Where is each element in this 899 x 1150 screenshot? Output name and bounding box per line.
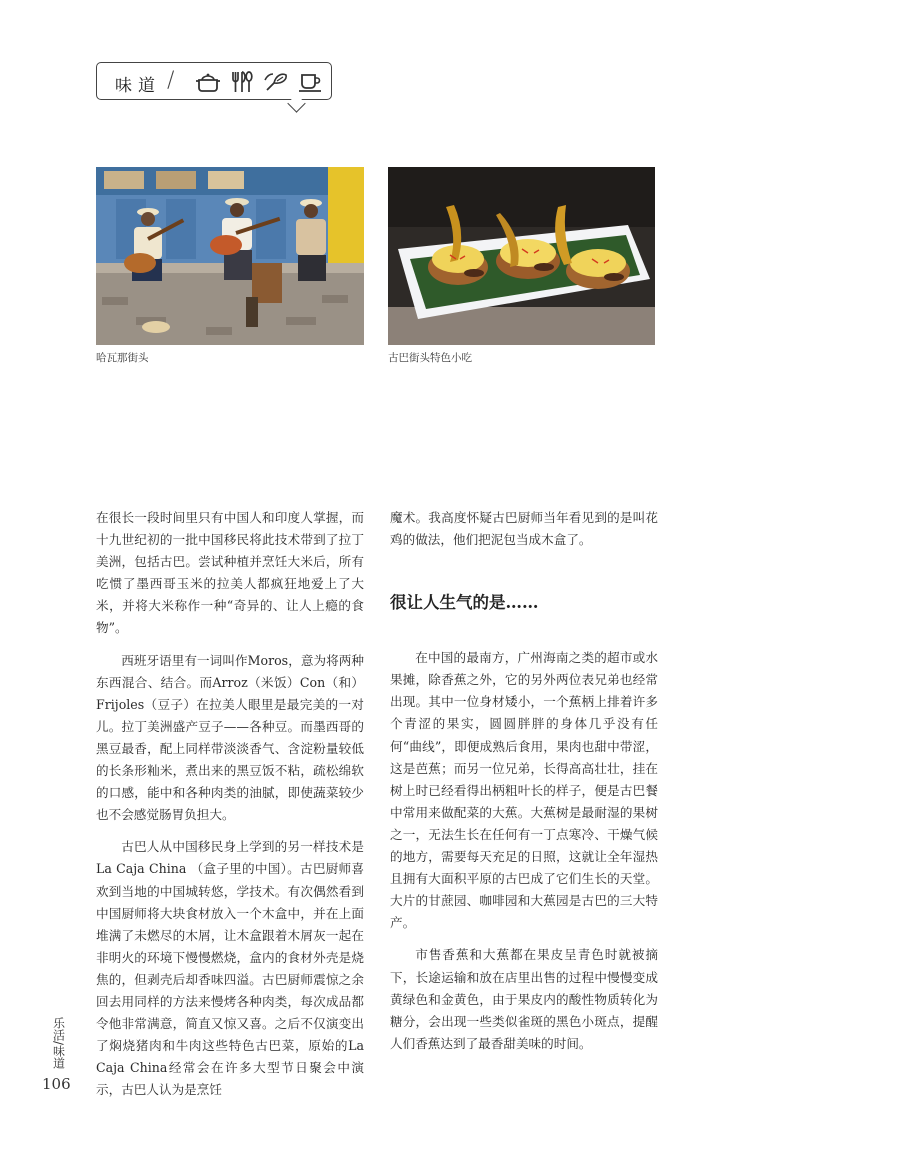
section-heading: 很让人生气的是…… (390, 593, 539, 613)
folio-divider: / (51, 1041, 66, 1046)
folio-section: 味道 (51, 1045, 66, 1070)
havana-street-photo (96, 167, 364, 345)
photo-caption: 哈瓦那街头 (96, 352, 149, 364)
left-column (96, 507, 364, 1101)
body-paragraph: 市售香蕉和大蕉都在果皮呈青色时就被摘下，长途运输和放在店里出售的过程中慢慢变成黄绿色和金黄色，由于果皮内的酸性物质转化为糖分，会出现一些类似雀斑的黑色小斑点，提醒人们香蕉达到了最香甜美味的时间。 (390, 947, 658, 1051)
section-tag-divider: / (167, 68, 175, 93)
whisk-icon (263, 70, 289, 94)
photo-caption: 古巴街头特色小吃 (388, 352, 472, 364)
body-paragraph: 西班牙语里有一词叫作Moros，意为将两种东西混合、结合。而Arroz（米饭）Con（和）Frijoles（豆子）在拉美人眼里是最完美的一对儿。拉丁美洲盛产豆子——各种豆。而墨西哥的黑豆最香，配上同样带淡淡香气、含淀粉量较低的长条形籼米，煮出来的黑豆饭不粘，疏松绵软的口感，能中和各种肉类的油腻，即使蔬菜较少也不会感觉肠胃负担大。 (96, 652, 364, 823)
utensils-icon (229, 70, 255, 94)
body-paragraph: 在中国的最南方，广州海南之类的超市或水果摊，除香蕉之外，它的另外两位表兄弟也经常出现。其中一位身材矮小，一个蕉柄上排着许多个青涩的果实，圆圆胖胖的身体几乎没有任何“曲线”，即便成熟后食用，果肉也甜中带涩，这是芭蕉；而另一位兄弟，长得高高壮壮，挂在树上时已经看得出柄粗叶长的样子，便是古巴餐中常用来做配菜的大蕉。大蕉树是最耐湿的果树之一，无法生长在任何有一丁点寒冷、干燥气候的地方，需要每天充足的日照，这就让全年湿热且拥有大面积平原的古巴成了它们生长的天堂。大片的甘蔗园、咖啡园和大蕉园是古巴的三大特产。 (390, 650, 658, 931)
right-column (390, 507, 658, 1055)
magazine-name: 乐活 (51, 1017, 66, 1041)
pot-icon (195, 70, 221, 94)
body-paragraph: 魔术。我高度怀疑古巴厨师当年看见到的是叫花鸡的做法，他们把泥包当成木盒了。 (390, 510, 658, 548)
body-paragraph: 在很长一段时间里只有中国人和印度人掌握，而十九世纪初的一批中国移民将此技术带到了拉丁美洲，包括古巴。尝试种植并烹饪大米后，所有吃惯了墨西哥玉米的拉美人都疯狂地爱上了大米，并将大米称作一种“奇异的、让人上瘾的食物”。 (96, 510, 364, 636)
section-tag-title: 味道 (115, 76, 161, 96)
page-number: 106 (42, 1075, 71, 1094)
cuban-street-food-photo (388, 167, 655, 345)
cup-icon (297, 70, 323, 94)
page-folio (42, 1017, 71, 1094)
body-paragraph: 古巴人从中国移民身上学到的另一样技术是La Caja China （盒子里的中国）。古巴厨师喜欢到当地的中国城转悠，学技术。有次偶然看到中国厨师将大块食材放入一个木盒中，并在上面堆满了未燃尽的木屑，让木盒跟着木屑灰一起在非明火的环境下慢慢燃烧，盒内的食材外壳是烧焦的，但剥壳后却香味四溢。古巴厨师震惊之余回去用同样的方法来慢烤各种肉类，每次成品都令他非常满意，简直又惊又喜。之后不仅演变出了焖烧猪肉和牛肉这些特色古巴菜，原始的La Caja China经常会在许多大型节日聚会中演示，古巴人认为是烹饪 (96, 839, 364, 1098)
